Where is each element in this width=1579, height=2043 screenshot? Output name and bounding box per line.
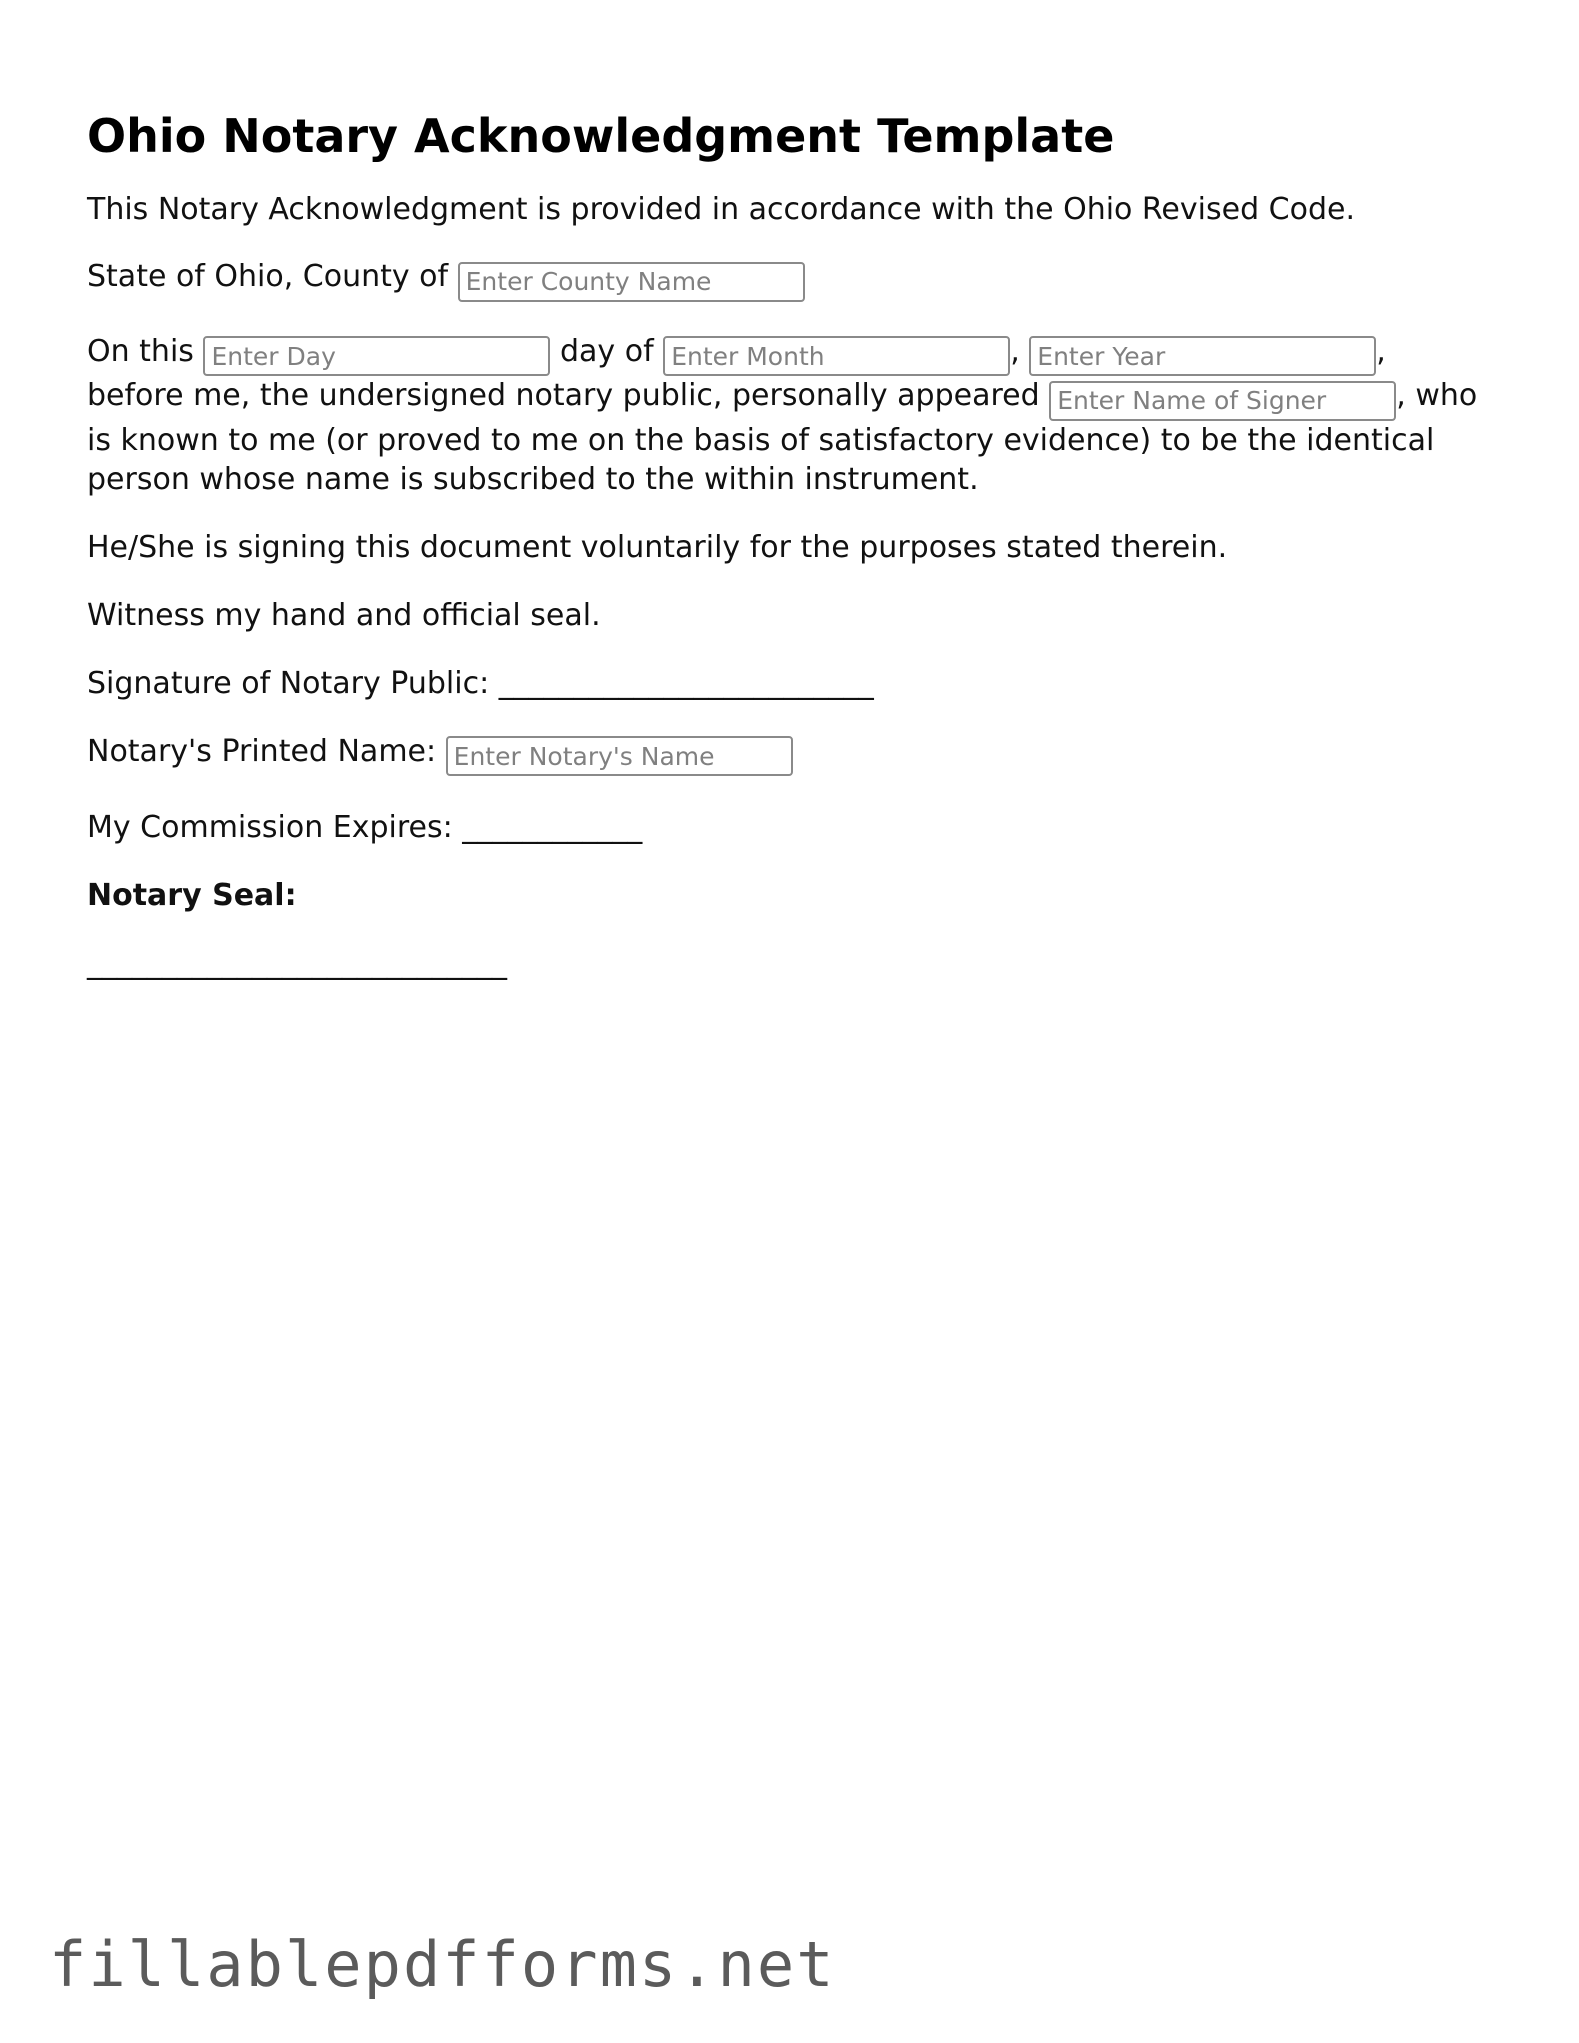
day-of-text: day of bbox=[560, 333, 654, 369]
signature-label: Signature of Notary Public: bbox=[87, 665, 490, 701]
acknowledgment-paragraph bbox=[87, 332, 1507, 499]
comma-text: , bbox=[1396, 378, 1406, 413]
on-this-text: On this bbox=[87, 333, 194, 369]
signer-name-input[interactable] bbox=[1049, 381, 1396, 421]
month-input[interactable] bbox=[663, 336, 1010, 376]
page-title: Ohio Notary Acknowledgment Template bbox=[87, 109, 1115, 163]
commission-label: My Commission Expires: bbox=[87, 810, 453, 845]
notary-signature-line bbox=[87, 664, 1507, 703]
day-input[interactable] bbox=[203, 336, 550, 376]
witness-statement: Witness my hand and official seal. bbox=[87, 597, 601, 633]
signature-blank: _________________________ bbox=[498, 665, 874, 701]
county-label: State of Ohio, County of bbox=[87, 259, 449, 294]
watermark: fillablepdfforms.net bbox=[49, 1928, 836, 2001]
voluntary-statement: He/She is signing this document voluntarily for the purposes stated therein. bbox=[87, 529, 1228, 565]
comma-text: , bbox=[1010, 333, 1020, 369]
intro-paragraph: This Notary Acknowledgment is provided in accordance with the Ohio Revised Code. bbox=[87, 192, 1355, 227]
printed-name-label: Notary's Printed Name: bbox=[87, 733, 437, 769]
year-input[interactable] bbox=[1029, 336, 1376, 376]
comma-text: , bbox=[1376, 333, 1386, 369]
county-line bbox=[87, 257, 1507, 302]
notary-form bbox=[87, 104, 1507, 983]
known-text: who is known to me (or proved to me on the basis of satisfactory evidence) to be the identical person whose name is subscribed to the within instrument. bbox=[87, 378, 1478, 497]
commission-line bbox=[87, 808, 1507, 847]
appeared-text: before me, the undersigned notary public, personally appeared bbox=[87, 378, 1040, 413]
notary-seal-blank: ____________________________ bbox=[87, 946, 507, 981]
notary-seal-label: Notary Seal: bbox=[87, 878, 297, 913]
notary-name-input[interactable] bbox=[446, 736, 793, 776]
printed-name-line bbox=[87, 732, 1507, 777]
county-input[interactable] bbox=[458, 262, 805, 302]
commission-blank: ____________ bbox=[462, 810, 643, 845]
